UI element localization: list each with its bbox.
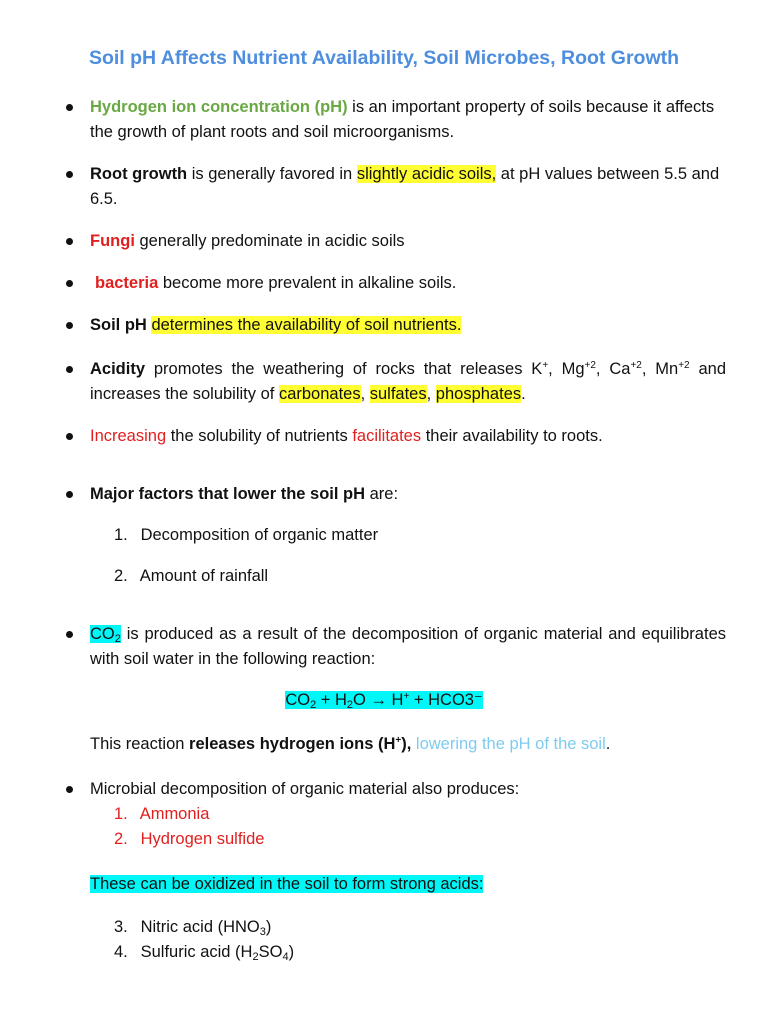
bullet-text: generally predominate in acidic soils — [134, 232, 405, 250]
term-soil-ph: Soil pH — [90, 316, 147, 334]
bullet-dot — [66, 238, 73, 245]
superscript: + — [542, 360, 549, 371]
highlight-sulfates: sulfates — [369, 385, 427, 403]
note-text: This reaction — [90, 735, 190, 753]
page-title: Soil pH Affects Nutrient Availability, Soil Microbes, Root Growth — [88, 47, 680, 69]
note-text: . — [605, 735, 611, 753]
list-text: Nitric acid (HNO — [140, 918, 260, 936]
list-item-nitric-acid — [114, 915, 714, 940]
superscript: + — [403, 691, 410, 702]
term-root-growth: Root growth — [90, 165, 188, 183]
list-number: 1. — [114, 805, 128, 823]
term-facilitates: facilitates — [352, 427, 422, 445]
bullet-dot — [66, 433, 73, 440]
bullet-text: become more prevalent in alkaline soils. — [158, 274, 457, 292]
equation-text: CO — [285, 691, 311, 709]
bullet-dot — [66, 786, 73, 793]
bullet-text: are: — [365, 485, 399, 503]
list-item-factor-1 — [114, 523, 714, 548]
list-number: 4. — [114, 943, 128, 961]
superscript: +2 — [678, 360, 690, 371]
list-item-ammonia — [114, 802, 714, 827]
bullet-text: is an important property of soils because it affects the growth of plant roots and soil microorganisms. — [90, 98, 715, 141]
superscript: +2 — [630, 360, 642, 371]
bullet-text: promotes the weathering of rocks that releases K — [145, 360, 543, 378]
bullet-text: , Mn — [641, 360, 679, 378]
list-text: Sulfuric acid (H — [140, 943, 253, 961]
bullet-text: is generally favored in — [187, 165, 357, 183]
list-item-sulfuric-acid — [114, 940, 714, 965]
co2-text: CO — [90, 625, 115, 643]
bullet-hydrogen-ion — [66, 95, 726, 145]
oxidized-note — [90, 872, 730, 897]
superscript: +2 — [584, 360, 596, 371]
list-text: ) — [265, 918, 272, 936]
equation-text: O → H — [353, 691, 404, 709]
bullet-dot — [66, 366, 73, 373]
list-item-hydrogen-sulfide — [114, 827, 714, 852]
bullet-microbial — [66, 777, 726, 802]
bullet-text: the solubility of nutrients — [166, 427, 353, 445]
bullet-dot — [66, 280, 73, 287]
list-text: Ammonia — [139, 805, 210, 823]
highlight-nutrient-availability: determines the availability of soil nutrients. — [151, 316, 462, 334]
term-increasing: Increasing — [90, 427, 167, 445]
superscript: + — [395, 735, 402, 746]
equation-highlight — [285, 691, 482, 709]
bullet-root-growth — [66, 162, 726, 212]
list-text: SO — [258, 943, 283, 961]
bullet-solubility — [66, 424, 726, 449]
oxidized-note-text: These can be oxidized in the soil to form strong acids: — [90, 875, 484, 893]
term-acidity: Acidity — [90, 360, 146, 378]
note-lowering-ph: lowering the pH of the soil — [415, 735, 606, 753]
bullet-text: , Ca — [595, 360, 631, 378]
list-item-factor-2 — [114, 564, 714, 589]
list-text: Decomposition of organic matter — [140, 526, 379, 544]
reaction-equation — [0, 688, 768, 713]
subscript: 2 — [310, 699, 317, 711]
bullet-dot — [66, 322, 73, 329]
bullet-dot — [66, 104, 73, 111]
list-number: 3. — [114, 918, 128, 936]
list-number: 2. — [114, 830, 128, 848]
note-bold-text: releases hydrogen ions (H — [189, 735, 396, 753]
bullet-text: , Mg — [548, 360, 585, 378]
list-text: ) — [288, 943, 295, 961]
bullet-co2 — [66, 622, 726, 672]
subscript: 2 — [346, 699, 354, 711]
bullet-acidity — [66, 357, 726, 407]
subscript: 2 — [114, 633, 121, 645]
list-number: 2. — [114, 567, 128, 585]
bullet-fungi — [66, 229, 726, 254]
bullet-soil-ph — [66, 313, 726, 338]
highlight-co2 — [90, 625, 121, 643]
bullet-text: Microbial decomposition of organic material also produces: — [90, 780, 520, 798]
equation-text: + HCO3⁻ — [409, 691, 483, 709]
reaction-note — [90, 732, 730, 757]
note-bold-text: ), — [401, 735, 412, 753]
bullet-text: , — [360, 385, 370, 403]
subscript: 3 — [259, 926, 266, 938]
bullet-text: . — [521, 385, 526, 403]
equation-text: + H — [316, 691, 347, 709]
bullet-text: and increases the solubility of — [90, 360, 727, 403]
term-major-factors: Major factors that lower the soil pH — [90, 485, 366, 503]
subscript: 2 — [252, 951, 259, 963]
list-text: Amount of rainfall — [139, 567, 269, 585]
note-bold — [189, 735, 411, 753]
bullet-bacteria — [66, 271, 726, 296]
bullet-text: at pH values between 5.5 and 6.5. — [90, 165, 720, 208]
subscript: 4 — [282, 951, 289, 963]
bullet-dot — [66, 491, 73, 498]
highlight-slightly-acidic: slightly acidic soils, — [356, 165, 497, 183]
bullet-text: is produced as a result of the decomposition of organic material and equilibrates with soil water in the following reaction: — [90, 625, 726, 668]
term-fungi: Fungi — [90, 232, 135, 250]
highlight-phosphates: phosphates — [435, 385, 522, 403]
bullet-dot — [66, 171, 73, 178]
list-text: Hydrogen sulfide — [140, 830, 265, 848]
term-bacteria: bacteria — [95, 274, 159, 292]
list-number: 1. — [114, 526, 128, 544]
bullet-dot — [66, 631, 73, 638]
bullet-text: , — [426, 385, 436, 403]
bullet-major-factors — [66, 482, 726, 507]
term-ph: Hydrogen ion concentration (pH) — [90, 98, 348, 116]
highlight-carbonates: carbonates — [278, 385, 361, 403]
bullet-text: their availability to roots. — [421, 427, 603, 445]
